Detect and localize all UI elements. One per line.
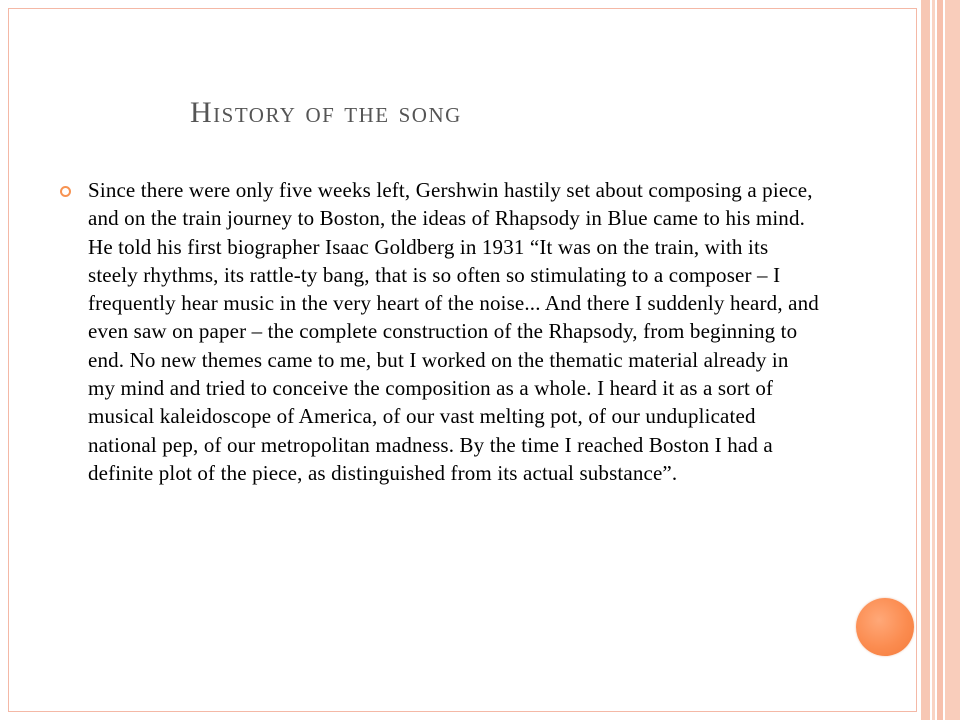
orange-circle-decoration	[856, 598, 914, 656]
bullet-list	[60, 176, 820, 487]
bullet-text: Since there were only five weeks left, Gershwin hastily set about composing a piece, and on the train journey to Boston, the ideas of Rhapsody in Blue came to his mind. He told his first biographer Isaac Goldberg in 1931 “It was on the train, with its steely rhythms, its rattle-ty bang, that is so often so stimulating to a composer – I frequently hear music in the very heart of the noise... And there I suddenly heard, and even saw on paper – the complete construction of the Rhapsody, from beginning to end. No new themes came to me, but I worked on the thematic material already in my mind and tried to conceive the composition as a whole. I heard it as a sort of musical kaleidoscope of America, of our vast melting pot, of our unduplicated national pep, of our metropolitan madness. By the time I reached Boston I had a definite plot of the piece, as distinguished from its actual substance”.	[88, 178, 819, 485]
slide-title: History of the song	[190, 96, 462, 129]
decorative-stripe	[921, 0, 930, 720]
hollow-circle-bullet-icon	[60, 186, 71, 197]
decorative-stripe	[945, 0, 960, 720]
